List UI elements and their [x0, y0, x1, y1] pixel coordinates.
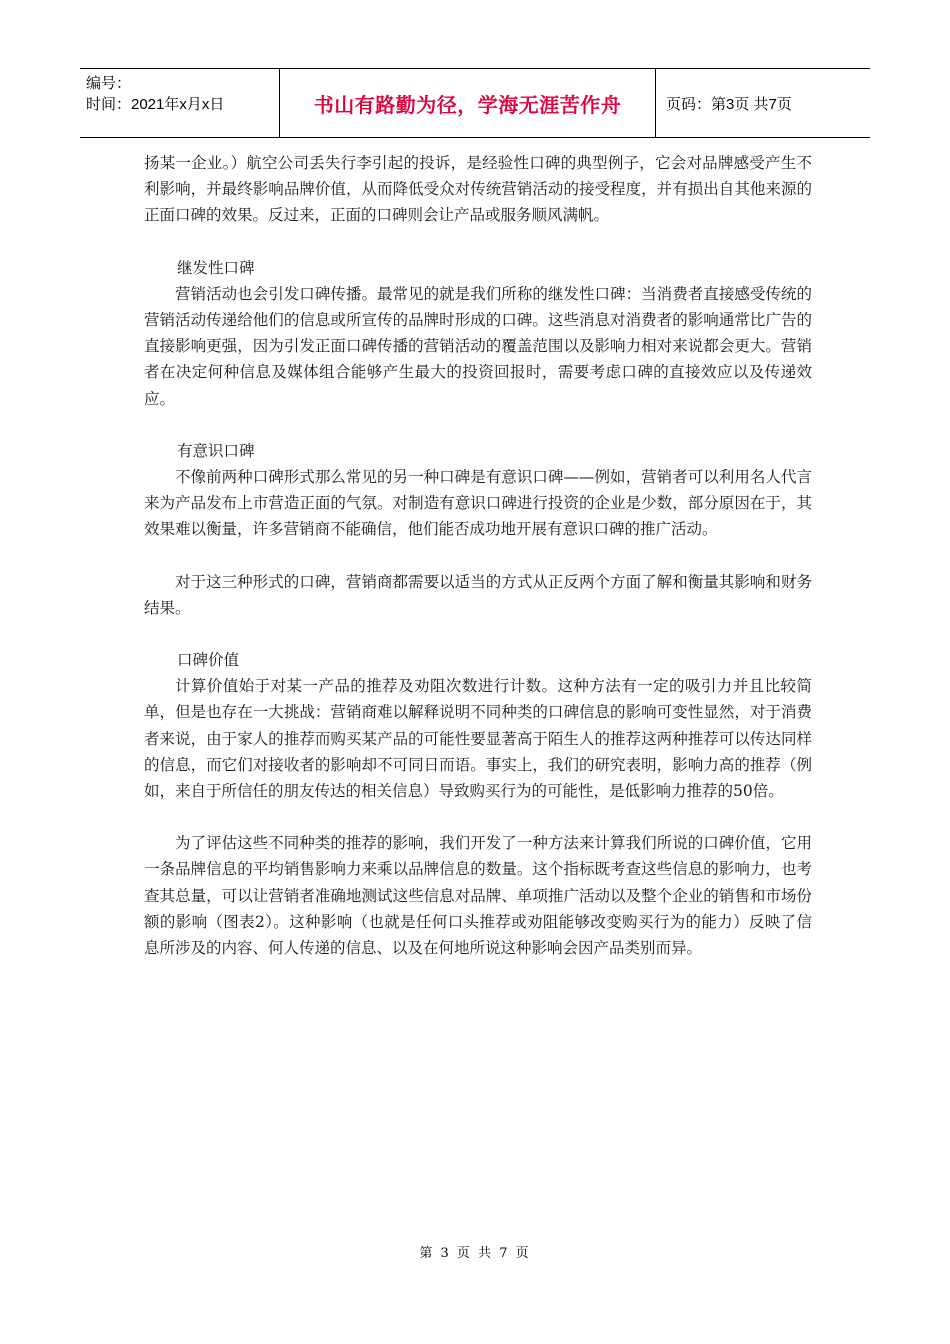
- header-motto: 书山有路勤为径，学海无涯苦作舟: [280, 69, 656, 137]
- page-header: [80, 68, 870, 138]
- paragraph-continuation: 扬某一企业。）航空公司丢失行李引起的投诉，是经验性口碑的典型例子，它会对品牌感受产生不利影响，并最终影响品牌价值，从而降低受众对传统营销活动的接受程度，并有损出自其他来源的正面口碑的效果。反过来，正面的口碑则会让产品或服务顺风满帆。: [144, 154, 812, 225]
- paragraph-wom-value: 计算价值始于对某一产品的推荐及劝阻次数进行计数。这种方法有一定的吸引力并且比较简单，但是也存在一大挑战：营销商难以解释说明不同种类的口碑信息的影响可变性显然，对于消费者来说，由于家人的推荐而购买某产品的可能性要显著高于陌生人的推荐这两种推荐可以传达同样的信息，而它们对接收者的影响却不可同日而语。事实上，我们的研究表明，影响力高的推荐（例如，来自于所信任的朋友传达的相关信息）导致购买行为的可能性，是低影响力推荐的50倍。: [144, 677, 812, 801]
- paragraph-three-forms: 对于这三种形式的口碑，营销商都需要以适当的方式从正反两个方面了解和衡量其影响和财务结果。: [144, 572, 812, 617]
- header-meta: [80, 69, 280, 137]
- heading-derived-wom: 继发性口碑: [177, 258, 255, 277]
- doc-number-label: 编号：: [86, 75, 132, 92]
- doc-time-label: 时间：2021年x月x日: [86, 96, 225, 113]
- document-body: [144, 150, 812, 961]
- paragraph-evaluate: 为了评估这些不同种类的推荐的影响，我们开发了一种方法来计算我们所说的口碑价值，它用一条品牌信息的平均销售影响力来乘以品牌信息的数量。这个指标既考查这些信息的影响力，也考查其总量，可以让营销者准确地测试这些信息对品牌、单项推广活动以及整个企业的销售和市场份额的影响（图表2）。这种影响（也就是任何口头推荐或劝阻能够改变购买行为的能力）反映了信息所涉及的内容、何人传递的信息、以及在何地所说这种影响会因产品类别而异。: [144, 834, 812, 958]
- page-footer: 第 3 页 共 7 页: [419, 1246, 531, 1261]
- paragraph-derived-wom: 营销活动也会引发口碑传播。最常见的就是我们所称的继发性口碑：当消费者直接感受传统的营销活动传递给他们的信息或所宣传的品牌时形成的口碑。这些消息对消费者的影响通常比广告的直接影响更强，因为引发正面口碑传播的营销活动的覆盖范围以及影响力相对来说都会更大。营销者在决定何种信息及媒体组合能够产生最大的投资回报时，需要考虑口碑的直接效应以及传递效应。: [144, 284, 812, 408]
- heading-wom-value: 口碑价值: [177, 651, 240, 670]
- heading-intentional-wom: 有意识口碑: [177, 441, 255, 460]
- header-page-label: 页码：第3页 共7页: [666, 95, 792, 113]
- paragraph-intentional-wom: 不像前两种口碑形式那么常见的另一种口碑是有意识口碑——例如，营销者可以利用名人代言来为产品发布上市营造正面的气氛。对制造有意识口碑进行投资的企业是少数，部分原因在于，其效果难以衡量，许多营销商不能确信，他们能否成功地开展有意识口碑的推广活动。: [144, 468, 812, 539]
